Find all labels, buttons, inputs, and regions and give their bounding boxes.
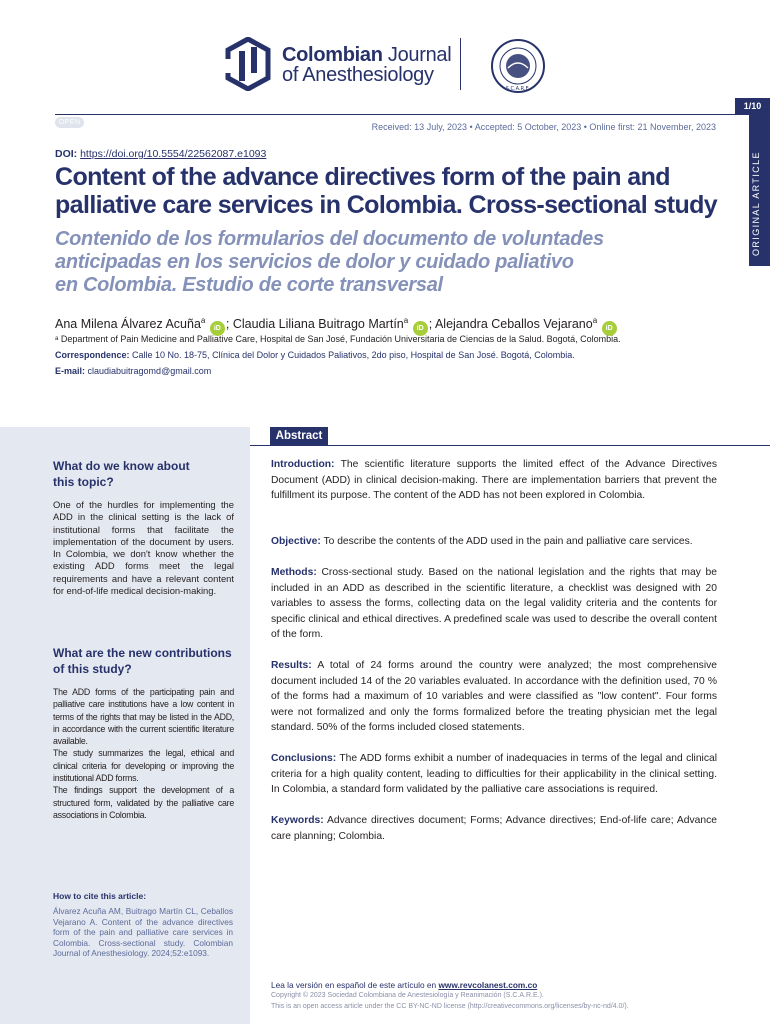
open-access-badge: OPEN (55, 117, 84, 128)
license: This is an open access article under the CC BY-NC-ND license (http://creativecommons.org/licenses/by-nc-nd/4.0/). (271, 1003, 629, 1010)
cite-text: Álvarez Acuña AM, Buitrago Martín CL, Ceballos Vejarano A. Content of the advance directives form of the pain and palliative care services in Colombia. Cross-sectional study. Colombian Journal of Anesthesiology. 2024;52:e1093. (53, 906, 233, 958)
header-rule (55, 114, 770, 115)
received-dates: Received: 13 July, 2023 • Accepted: 5 October, 2023 • Online first: 21 November, 2023 (371, 122, 716, 132)
copyright: Copyright © 2023 Sociedad Colombiana de Anestesiología y Reanimación (S.C.A.R.E.). (271, 992, 544, 999)
new-contributions-heading: What are the new contributions of this study? (53, 646, 232, 676)
abstract-methods: Methods: Cross-sectional study. Based on the national legislation and the rights that may be included in an ADD as described in the scientific literature, a checklist was designed with 20 variables to assess the forms, collecting data on the legal validity criteria and the contents for specific clinical and ethical directives. A predefined scale was used to describe the overall content of the form. (271, 567, 717, 641)
abstract-introduction: Introduction: The scientific literature supports the limited effect of the Advance Directives Document (ADD) in clinical decision-making. There are implementation barriers that prevent the fulfillment its purpose. The content of the ADD has not been explored in Colombia. (271, 459, 717, 502)
abstract-results: Results: A total of 24 forms around the country were analyzed; the most comprehensive document included 14 of the 20 variables evaluated. In accordance with the definition used, 70 % of the forms had a maximum of 10 variables and were classified as "low content". Four forms were not formalized and only the forms formalized before the treating physician met the legal standard. 50% of the forms included closed statements. (271, 660, 717, 734)
know-text: One of the hurdles for implementing the ADD in the clinical setting is the lack of institutional forms that facilitate the implementation of the document by users. In Colombia, we don't know whether the existing ADD forms meet the legal requirements and have a relevant content for end-of-life medical decision-making. (53, 499, 234, 597)
email: E-mail: claudiabuitragomd@gmail.com (55, 366, 212, 376)
abstract-rule (250, 445, 770, 446)
article-type-label: ORIGINAL ARTICLE (751, 151, 761, 256)
spanish-version-link[interactable]: www.revcolanest.com.co (438, 980, 538, 990)
know-heading: What do we know about this topic? (53, 459, 190, 489)
journal-name: Colombian Journal (282, 44, 452, 66)
spanish-version-note: Lea la versión en español de este artículo en www.revcolanest.com.co (271, 980, 538, 990)
article-title: Content of the advance directives form of the pain and palliative care services in Colombia. Cross-sectional study (55, 163, 718, 219)
orcid-icon[interactable]: iD (602, 321, 617, 336)
article-title-spanish: Contenido de los formularios del documento de voluntades anticipadas en los servicios de dolor y cuidado paliativo en Colombia. Estudio de corte transversal (55, 228, 604, 296)
author-name: Ana Milena Álvarez Acuña (55, 317, 201, 332)
abstract-conclusions: Conclusions: The ADD forms exhibit a number of inadequacies in terms of the legal and clinical criteria for a high quality content, leading to difficulties for their applicability in the clinical setting. In Colombia, a standard form validated by the palliative care associations is required. (271, 753, 717, 796)
new-contributions-text: The ADD forms of the participating pain and palliative care institutions have a low content in terms of the rights that may be listed in the ADD, in accordance with the current scientific literature available. The study summarizes the legal, ethical and clinical criteria for developing or improving the institutional ADD forms. The findings support the development of a structured form, validated by the palliative care associations in Colombia. (53, 687, 234, 820)
journal-logo-icon (224, 37, 272, 91)
orcid-icon[interactable]: iD (210, 321, 225, 336)
journal-name-line2: of Anesthesiology (282, 64, 434, 86)
affiliation: ᵃ Department of Pain Medicine and Palliative Care, Hospital de San José, Fundación Universitaria de Ciencias de la Salud. Bogotá, Colombia. (55, 334, 621, 344)
cite-heading: How to cite this article: (53, 891, 147, 901)
abstract-objective: Objective: To describe the contents of the ADD used in the pain and palliative care services. (271, 536, 693, 547)
header-divider (460, 38, 461, 90)
author-name: Claudia Liliana Buitrago Martín (232, 317, 404, 332)
abstract-heading: Abstract (270, 427, 328, 445)
abstract-keywords: Keywords: Advance directives document; Forms; Advance directives; End-of-life care; Advance care planning; Colombia. (271, 815, 717, 842)
doi-link[interactable]: https://doi.org/10.5554/22562087.e1093 (80, 148, 267, 160)
page-number: 1/10 (735, 98, 770, 114)
author-name: Alejandra Ceballos Vejarano (434, 317, 593, 332)
seal-text: S.C.A.R.E. (505, 86, 531, 92)
orcid-icon[interactable]: iD (413, 321, 428, 336)
doi: DOI: https://doi.org/10.5554/22562087.e1093 (55, 148, 267, 160)
correspondence: Correspondence: Calle 10 No. 18-75, Clínica del Dolor y Cuidados Paliativos, 2do piso, Hospital de San José. Bogotá, Colombia. (55, 350, 575, 360)
author-list: Ana Milena Álvarez Acuña$^a$ iD ; Claudia Liliana Buitrago Martín$^a$ iD ; Alejandra Ceballos Vejarano$^a$ iD (55, 313, 715, 336)
society-seal-icon (490, 38, 546, 94)
